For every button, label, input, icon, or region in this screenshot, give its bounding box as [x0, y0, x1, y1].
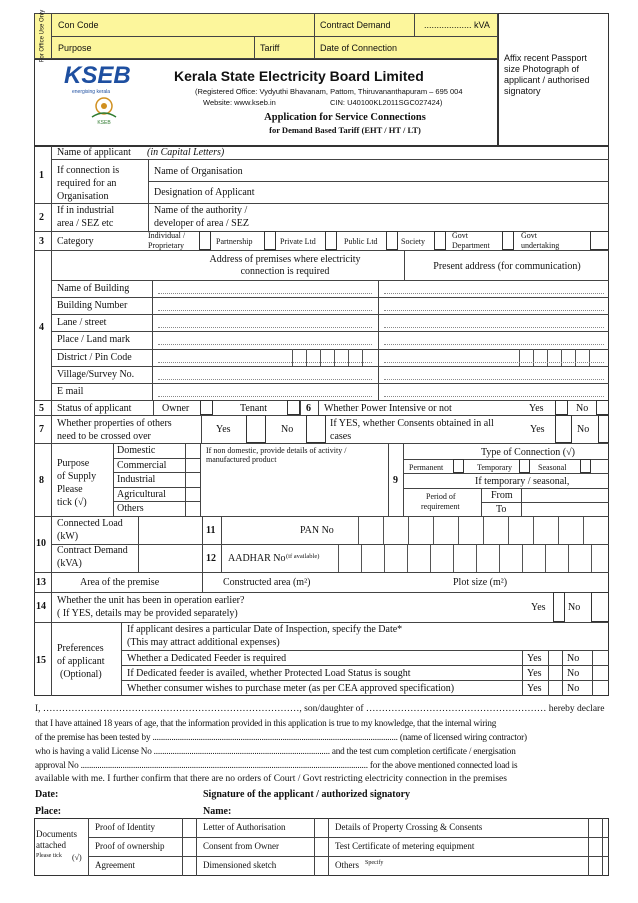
- photo-text-3: applicant / authorised: [504, 75, 590, 85]
- purpose-supply-1: Purpose: [57, 458, 90, 469]
- permanent-box[interactable]: [453, 459, 464, 473]
- document-option-label: Others: [335, 860, 359, 870]
- cat-public-ltd: Public Ltd: [344, 237, 378, 246]
- pan-char-box[interactable]: [358, 517, 359, 544]
- area-premise-label: Area of the premise: [80, 577, 160, 588]
- pan-char-box[interactable]: [583, 517, 584, 544]
- inspection-date-q2: (This may attract additional expenses): [127, 637, 280, 648]
- purpose-option-checkbox[interactable]: [186, 473, 199, 486]
- period-from: From: [491, 490, 513, 501]
- contract-demand-label: Contract Demand: [320, 20, 391, 30]
- document-option-label: Dimensioned sketch: [203, 860, 277, 870]
- address-row-label: Place / Land mark: [57, 334, 131, 345]
- section-1-number: 1: [39, 170, 44, 181]
- operation-yes-box[interactable]: [553, 592, 565, 622]
- industrial-area-q1: If in industrial: [57, 205, 115, 216]
- cat-society-box[interactable]: [434, 231, 446, 250]
- date-of-connection-label: Date of Connection: [320, 43, 398, 53]
- declaration-line-4: who is having a valid License No .................................................................................... and the test cum completion certificate / energisation: [35, 746, 516, 756]
- feeder-yes[interactable]: Yes: [527, 653, 542, 664]
- document-checkbox[interactable]: [183, 857, 195, 874]
- document-checkbox[interactable]: [315, 819, 327, 836]
- documents-label-4: (√): [72, 853, 82, 862]
- cat-govt-dept-box[interactable]: [502, 231, 514, 250]
- purpose-option-checkbox[interactable]: [186, 459, 199, 472]
- purpose-option-label: Domestic: [117, 445, 156, 456]
- declaration-line-6: available with me. I further confirm that there are no orders of Court / Govt restricting electricity connection in the premises: [35, 774, 507, 784]
- protected-load-q: If Dedicated feeder is availed, whether Protected Load Status is sought: [127, 668, 411, 679]
- cat-govt-undertaking-2: undertaking: [521, 241, 560, 250]
- cat-partnership: Partnership: [216, 237, 253, 246]
- applicant-name-label: Name of applicant: [57, 147, 131, 158]
- org-question-3: Organisation: [57, 191, 109, 202]
- meter-no[interactable]: No: [567, 683, 580, 694]
- section-6-number: 6: [306, 403, 311, 414]
- tariff-label: Tariff: [260, 43, 280, 53]
- con-code-label: Con Code: [58, 20, 99, 30]
- address-row-label: Name of Building: [57, 283, 130, 294]
- document-option-label: Proof of Identity: [95, 822, 155, 832]
- inspection-date-q1: If applicant desires a particular Date of Inspection, specify the Date*: [127, 624, 403, 635]
- aadhar-label: AADHAR No: [228, 553, 286, 564]
- pan-char-box[interactable]: [433, 517, 434, 544]
- section-12-number: 12: [206, 553, 216, 564]
- section-13-number: 13: [36, 577, 46, 588]
- category-label: Category: [57, 236, 94, 247]
- purpose-option-label: Agricultural: [117, 489, 166, 500]
- operation-no: No: [568, 602, 581, 613]
- dedicated-feeder-q: Whether a Dedicated Feeder is required: [127, 653, 287, 664]
- applicant-name-field[interactable]: [236, 147, 606, 158]
- status-owner: Owner: [162, 403, 190, 414]
- connection-type-label: Type of Connection (√): [481, 447, 575, 458]
- aadhar-char-box[interactable]: [407, 545, 408, 572]
- power-yes-box[interactable]: [555, 400, 568, 415]
- plot-size-field[interactable]: [520, 573, 608, 591]
- protected-yes[interactable]: Yes: [527, 668, 542, 679]
- section-11-number: 11: [206, 525, 216, 536]
- document-option-label: Proof of ownership: [95, 841, 165, 851]
- cat-individual-box[interactable]: [199, 231, 211, 250]
- operation-earlier-1: Whether the unit has been in operation earlier?: [57, 595, 245, 606]
- consents-yes-box[interactable]: [555, 415, 572, 443]
- pin-code-box[interactable]: [519, 349, 520, 366]
- section-14-number: 14: [36, 601, 46, 612]
- purpose-option-label: Industrial: [117, 474, 156, 485]
- pin-code-box[interactable]: [292, 349, 293, 366]
- office-use-label: For Office Use Only: [39, 9, 46, 63]
- pan-char-box[interactable]: [533, 517, 534, 544]
- document-option-label: Consent from Owner: [203, 841, 279, 851]
- address-row-label: Lane / street: [57, 317, 107, 328]
- purpose-option-checkbox[interactable]: [186, 444, 199, 457]
- pin-code-box[interactable]: [547, 349, 548, 366]
- if-temporary-label: If temporary / seasonal,: [475, 476, 570, 487]
- registered-office: (Registered Office: Vydyuthi Bhavanam, Pattom, Thiruvananthapuram – 695 004: [195, 87, 463, 96]
- non-domestic-note-1: If non domestic, provide details of activity /: [206, 446, 347, 455]
- non-domestic-note-2: manufactured product: [206, 455, 277, 464]
- operation-earlier-2: ( If YES, details may be provided separately): [57, 608, 238, 619]
- pin-code-box[interactable]: [561, 349, 562, 366]
- photo-text-2: size Photograph of: [504, 64, 580, 74]
- aadhar-char-box[interactable]: [338, 545, 339, 572]
- cat-govt-undertaking-1: Govt: [521, 231, 537, 240]
- aadhar-char-box[interactable]: [568, 545, 569, 572]
- section-10-number: 10: [36, 538, 46, 549]
- address-row-label: E mail: [57, 386, 84, 397]
- pan-char-box[interactable]: [458, 517, 459, 544]
- pin-code-box[interactable]: [575, 349, 576, 366]
- document-checkbox[interactable]: [315, 838, 327, 855]
- period-requirement-2: requirement: [421, 502, 460, 511]
- kva-field[interactable]: ................... kVA: [424, 20, 490, 30]
- protected-no[interactable]: No: [567, 668, 580, 679]
- address-row-label: Village/Survey No.: [57, 369, 135, 380]
- section-8-number: 8: [39, 475, 44, 486]
- crossed-yes: Yes: [216, 424, 231, 435]
- document-checkbox[interactable]: [183, 819, 195, 836]
- org-question-2: required for an: [57, 178, 117, 189]
- cat-private-ltd: Private Ltd: [280, 237, 316, 246]
- premises-address-heading-2: connection is required: [240, 266, 330, 277]
- period-from-field[interactable]: [522, 489, 608, 501]
- status-label: Status of applicant: [57, 403, 132, 414]
- aadhar-note: (if available): [286, 553, 320, 560]
- kseb-logo: KSEB: [64, 62, 131, 89]
- pan-char-box[interactable]: [408, 517, 409, 544]
- feeder-no[interactable]: No: [567, 653, 580, 664]
- document-checkbox[interactable]: [315, 857, 327, 874]
- purpose-option-label: Commercial: [117, 460, 167, 471]
- pan-char-box[interactable]: [558, 517, 559, 544]
- declaration-line-5: approval No ......................................................................................................................................... for the above mentioned connected load is: [35, 760, 518, 770]
- contract-demand-1: Contract Demand: [57, 545, 128, 556]
- purpose-supply-2: of Supply: [57, 471, 97, 482]
- cat-individual-1: Individual /: [148, 231, 186, 240]
- aadhar-char-box[interactable]: [476, 545, 477, 572]
- seasonal-box[interactable]: [580, 459, 591, 473]
- preferences-2: of applicant: [57, 656, 105, 667]
- name-label: Name:: [203, 806, 232, 817]
- cat-govt-dept-1: Govt: [452, 231, 468, 240]
- org-question-1: If connection is: [57, 165, 120, 176]
- purpose-supply-3: Please: [57, 484, 83, 495]
- declaration-line-1: I, ………………………………………………………………………, son/daughter of ………………………………………………… hereby declare: [35, 704, 605, 714]
- power-intensive-no: No: [576, 403, 589, 414]
- aadhar-char-box[interactable]: [591, 545, 592, 572]
- purchase-meter-q: Whether consumer wishes to purchase meter (as per CEA approved specification): [127, 683, 455, 694]
- section-9-number: 9: [393, 475, 398, 486]
- consents-yes: Yes: [530, 424, 545, 435]
- section-2-number: 2: [39, 212, 44, 223]
- connected-load-2: (kW): [57, 531, 79, 542]
- properties-crossed-2: need to be crossed over: [57, 431, 151, 442]
- plot-size-label: Plot size (m²): [453, 577, 508, 588]
- type-temporary: Temporary: [477, 463, 512, 472]
- cin-number: CIN: U40100KL2011SGC027424): [330, 98, 443, 107]
- meter-yes[interactable]: Yes: [527, 683, 542, 694]
- aadhar-char-box[interactable]: [361, 545, 362, 572]
- power-no-box[interactable]: [596, 400, 609, 415]
- consents-obtained-1: If YES, whether Consents obtained in all: [330, 418, 494, 429]
- consents-obtained-2: cases: [330, 431, 352, 442]
- designation-label: Designation of Applicant: [154, 187, 255, 198]
- document-checkbox[interactable]: [183, 838, 195, 855]
- section-5-number: 5: [39, 403, 44, 414]
- aadhar-char-box[interactable]: [522, 545, 523, 572]
- cat-individual-2: Proprietary: [148, 241, 184, 250]
- consents-no: No: [577, 424, 590, 435]
- date-label: Date:: [35, 789, 59, 800]
- pan-char-box[interactable]: [383, 517, 384, 544]
- pan-char-box[interactable]: [483, 517, 484, 544]
- purpose-option-checkbox[interactable]: [186, 488, 199, 501]
- aadhar-char-box[interactable]: [453, 545, 454, 572]
- section-4-number: 4: [39, 322, 44, 333]
- status-tenant: Tenant: [240, 403, 268, 414]
- signature-label: Signature of the applicant / authorized signatory: [203, 789, 411, 800]
- preferences-3: (Optional): [60, 669, 102, 680]
- documents-label-2: attached: [36, 840, 66, 850]
- period-requirement-1: Period of: [426, 492, 456, 501]
- properties-crossed-1: Whether properties of others: [57, 418, 172, 429]
- constructed-area-field[interactable]: [330, 573, 420, 591]
- connected-load-1: Connected Load: [57, 518, 123, 529]
- svg-text:KSEB: KSEB: [97, 120, 111, 125]
- application-title: Application for Service Connections: [264, 112, 426, 123]
- document-option-label: Agreement: [95, 860, 135, 870]
- contract-demand-2: (kVA): [57, 558, 82, 569]
- section-7-number: 7: [39, 424, 44, 435]
- crossed-no: No: [281, 424, 294, 435]
- website: Website: www.kseb.in: [203, 98, 276, 107]
- kseb-logo-tagline: energising kerala: [72, 89, 111, 95]
- photo-text-1: Affix recent Passport: [504, 53, 587, 63]
- cat-private-box[interactable]: [325, 231, 337, 250]
- connected-load-field[interactable]: [139, 517, 201, 543]
- purpose-supply-4: tick (√): [57, 497, 87, 508]
- section-15-number: 15: [36, 655, 46, 666]
- authority-label-2: developer of area / SEZ: [154, 218, 249, 229]
- others-specify-field[interactable]: [392, 857, 587, 875]
- kseb-emblem-icon: [86, 95, 122, 125]
- cat-govt-undertaking-box[interactable]: [590, 231, 609, 250]
- document-option-label: Details of Property Crossing & Consents: [335, 822, 483, 832]
- document-option-label: Letter of Authorisation: [203, 822, 286, 832]
- pin-code-box[interactable]: [362, 349, 363, 366]
- industrial-area-q2: area / SEZ etc: [57, 218, 114, 229]
- documents-label-1: Documents: [36, 829, 77, 839]
- crossed-yes-box[interactable]: [246, 415, 266, 443]
- operation-no-box[interactable]: [591, 592, 609, 622]
- address-row-label: Building Number: [57, 300, 128, 311]
- document-checkbox[interactable]: [589, 838, 601, 855]
- period-to-field[interactable]: [522, 503, 608, 515]
- pan-label: PAN No: [300, 525, 334, 536]
- address-row-label: District / Pin Code: [57, 352, 132, 363]
- contract-demand-field[interactable]: [139, 545, 201, 571]
- premises-address-heading-1: Address of premises where electricity: [209, 254, 361, 265]
- consents-no-box[interactable]: [598, 415, 609, 443]
- pin-code-box[interactable]: [306, 349, 307, 366]
- documents-label-3: Please tick: [36, 853, 62, 859]
- pin-code-box[interactable]: [334, 349, 335, 366]
- application-subtitle: for Demand Based Tariff (EHT / HT / LT): [269, 125, 421, 135]
- status-owner-box[interactable]: [200, 400, 213, 415]
- declaration-line-3: of the premise has been tested by ..................................................................................................................... (name of licensed wiring contractor): [35, 732, 527, 742]
- cat-society: Society: [401, 237, 425, 246]
- purpose-option-label: Others: [117, 503, 144, 514]
- power-intensive-label: Whether Power Intensive or not: [324, 403, 452, 414]
- crossed-no-box[interactable]: [306, 415, 326, 443]
- pin-code-box[interactable]: [320, 349, 321, 366]
- constructed-area-label: Constructed area (m²): [223, 577, 311, 588]
- place-label: Place:: [35, 806, 62, 817]
- pin-code-box[interactable]: [533, 349, 534, 366]
- status-tenant-box[interactable]: [287, 400, 300, 415]
- board-title: Kerala State Electricity Board Limited: [174, 68, 424, 84]
- document-checkbox[interactable]: [589, 857, 601, 874]
- preferences-1: Preferences: [57, 643, 104, 654]
- section-3-number: 3: [39, 236, 44, 247]
- cat-public-box[interactable]: [386, 231, 398, 250]
- aadhar-char-box[interactable]: [499, 545, 500, 572]
- org-name-label: Name of Organisation: [154, 166, 243, 177]
- period-to: To: [496, 504, 507, 515]
- aadhar-char-box[interactable]: [545, 545, 546, 572]
- temporary-box[interactable]: [519, 459, 530, 473]
- document-checkbox[interactable]: [589, 819, 601, 836]
- photo-text-4: signatory: [504, 86, 541, 96]
- declaration-line-2: that I have attained 18 years of age, that the information provided in this application is true to my knowledge, that the internal wiring: [35, 718, 497, 728]
- pin-code-box[interactable]: [348, 349, 349, 366]
- pin-code-box[interactable]: [589, 349, 590, 366]
- purpose-option-checkbox[interactable]: [186, 502, 199, 515]
- cat-govt-dept-2: Department: [452, 241, 490, 250]
- present-address-heading: Present address (for communication): [433, 261, 581, 272]
- pan-char-box[interactable]: [508, 517, 509, 544]
- operation-yes: Yes: [531, 602, 546, 613]
- type-permanent: Permanent: [409, 463, 444, 472]
- aadhar-char-box[interactable]: [384, 545, 385, 572]
- type-seasonal: Seasonal: [538, 463, 567, 472]
- document-option-label: Test Certificate of metering equipment: [335, 841, 475, 851]
- aadhar-char-box[interactable]: [430, 545, 431, 572]
- cat-partnership-box[interactable]: [264, 231, 276, 250]
- capital-letters-note: (in Capital Letters): [147, 147, 225, 158]
- power-intensive-yes: Yes: [529, 403, 544, 414]
- others-specify-note: Specify: [365, 860, 384, 866]
- authority-label-1: Name of the authority /: [154, 205, 248, 216]
- purpose-label: Purpose: [58, 43, 92, 53]
